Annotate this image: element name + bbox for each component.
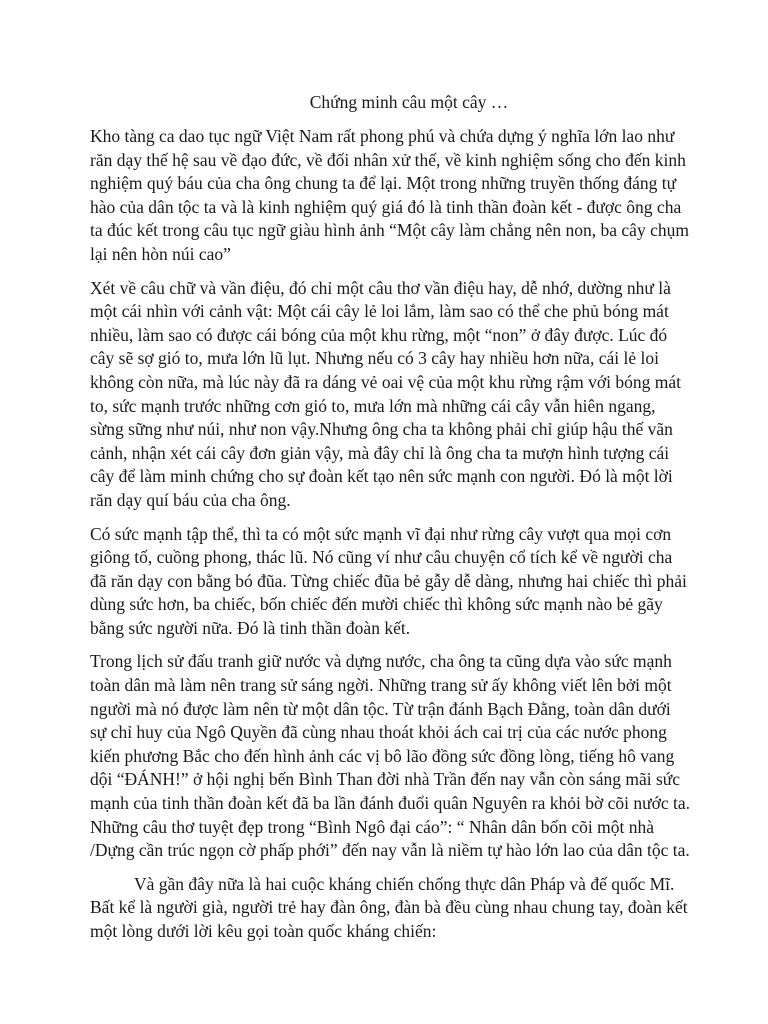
- paragraph-intro: Kho tàng ca dao tục ngữ Việt Nam rất phong phú và chứa dựng ý nghĩa lớn lao như răn dạy thế hệ sau về đạo đức, về đối nhân xử thế, về kinh nghiệm sống cho đến kinh nghiệm quý báu của cha ông chung ta để lại. Một trong những truyền thống đáng tự hào của dân tộc ta và là kinh nghiệm quý giá đó là tinh thần đoàn kết - được ông cha ta đúc kết trong câu tục ngữ giàu hình ảnh “Một cây làm chẳng nên non, ba cây chụm lại nên hòn núi cao”: [90, 126, 689, 264]
- document-title: Chứng minh câu một cây …: [309, 92, 509, 112]
- paragraph-collective-strength: Có sức mạnh tập thể, thì ta có một sức mạnh vĩ đại như rừng cây vượt qua mọi cơn giông tố, cuồng phong, thác lũ. Nó cũng ví như câu chuyện cổ tích kể về người cha đã răn dạy con bằng bó đũa. Từng chiếc đũa bẻ gẫy dễ dàng, nhưng hai chiếc thì phải dùng sức hơn, ba chiếc, bốn chiếc đến mười chiếc thì không sức mạnh nào bẻ gãy bằng sức người nữa. Đó là tinh thần đoàn kết.: [90, 523, 687, 638]
- paragraph-resistance: Và gần đây nữa là hai cuộc kháng chiến chống thực dân Pháp và đế quốc Mĩ. Bất kể là người già, người trẻ hay đàn ông, đàn bà đều cùng nhau chung tay, đoàn kết một lòng dưới lời kêu gọi toàn quốc kháng chiến:: [90, 873, 688, 941]
- paragraph-history: Trong lịch sử đấu tranh giữ nước và dựng nước, cha ông ta cũng dựa vào sức mạnh toàn dân mà làm nên trang sử sáng ngời. Những trang sử ấy không viết lên bởi một người mà nó được làm nên từ một dân tộc. Từ trận đánh Bạch Đằng, toàn dân dưới sự chỉ huy của Ngô Quyền đã cùng nhau thoát khỏi ách cai trị của các nước phong kiến phương Bắc cho đến hình ảnh các vị bô lão đồng sức đồng lòng, tiếng hô vang dội “ĐÁNH!” ở hội nghị bến Bình Than đời nhà Trần đến nay vẫn còn sáng mãi sức mạnh của tinh thần đoàn kết đã ba lần đánh đuổi quân Nguyên ra khỏi bờ cõi nước ta. Những câu thơ tuyệt đẹp trong “Bình Ngô đại cáo”: “ Nhân dân bốn cõi một nhà /Dựng cần trúc ngọn cờ phấp phới” đến nay vẫn là niềm tự hào lớn lao của dân tộc ta.: [90, 651, 690, 861]
- paragraph-analysis: Xét về câu chữ và vần điệu, đó chỉ một câu thơ vần điệu hay, dễ nhớ, dường như là một cái nhìn với cảnh vật: Một cái cây lẻ loi lắm, làm sao có thể che phủ bóng mát nhiều, làm sao có được cái bóng của một khu rừng, một “non” ở đây được. Lúc đó cây sẽ sợ gió to, mưa lớn lũ lụt. Nhưng nếu có 3 cây hay nhiều hơn nữa, cái lẻ loi không còn nữa, mà lúc này đã ra dáng vẻ oai vệ của một khu rừng rậm với bóng mát to, sức mạnh trước những cơn gió to, mưa lớn mà những cái cây vẫn hiên ngang, sừng sững như núi, như non vậy.Nhưng ông cha ta không phải chỉ giúp hậu thế vãn cảnh, nhận xét cái cây đơn giản vậy, mà đây chỉ là ông cha ta mượn hình tượng cái cây để làm minh chứng cho sự đoàn kết tạo nên sức mạnh con người. Đó là một lời răn dạy quí báu của cha ông.: [90, 277, 681, 510]
- document-body: [90, 125, 690, 954]
